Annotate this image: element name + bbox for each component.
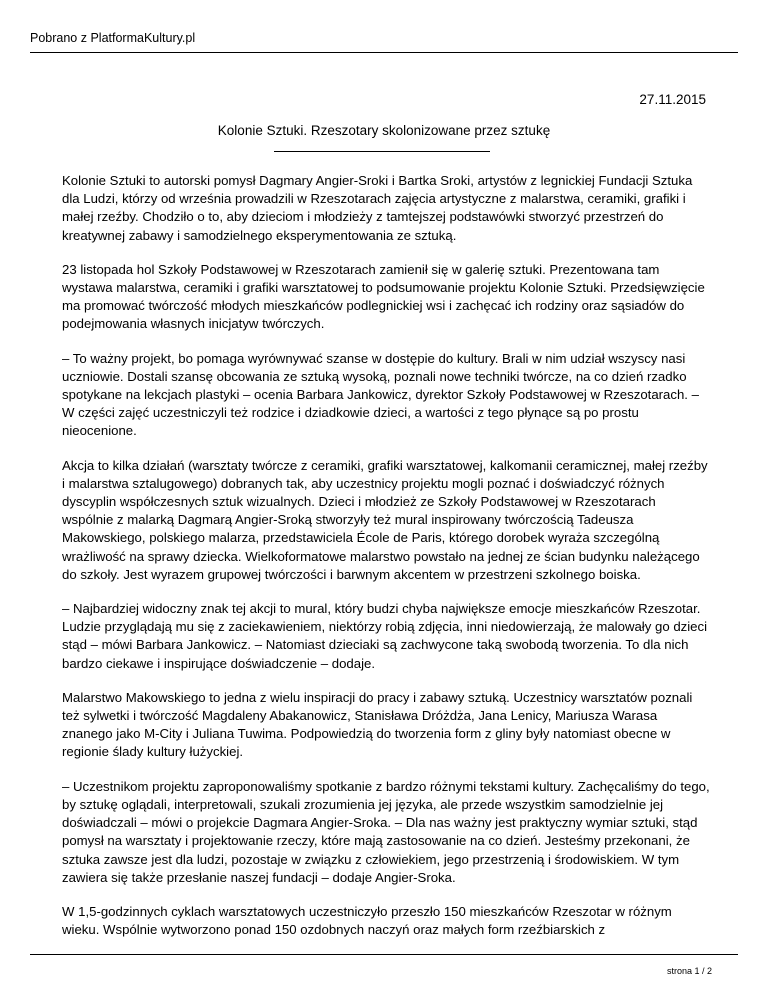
article-body <box>62 172 710 955</box>
article-paragraph: – Uczestnikom projektu zaproponowaliśmy spotkanie z bardzo różnymi tekstami kultury. Zachęcaliśmy do tego, by sztukę oglądali, interpretowali, szukali zrozumienia jej języka, ale przede wszystkim samodzielnie jej doświadczali – mówi o projekcie Dagmara Angier-Sroka. – Dla nas ważny jest praktyczny wymiar sztuki, stąd pomysł na warsztaty i projektowanie rzeczy, które mają zastosowanie na co dzień. Jesteśmy przekonani, że sztuka zawsze jest dla ludzi, pozostaje w związku z człowiekiem, jego przestrzenią i środowiskiem. W tym zawiera się także przesłanie naszej fundacji – dodaje Angier-Sroka. <box>62 778 710 885</box>
article-paragraph: Malarstwo Makowskiego to jedna z wielu inspiracji do pracy i zabawy sztuką. Uczestnicy warsztatów poznali też sylwetki i twórczość Magdaleny Abakanowicz, Stanisława Dróżdża, Jana Lenicy, Mariusza Warasa znanego jako M-City i Juliana Tuwima. Podpowiedzią do tworzenia form z gliny były natomiast obecne w regionie ślady kultury łużyckiej. <box>62 689 693 760</box>
article-paragraph: Akcja to kilka działań (warsztaty twórcze z ceramiki, grafiki warsztatowej, kalkomanii ceramicznej, małej rzeźby i malarstwa sztalugowego) dobranych tak, aby uczestnicy projektu mogli poznać i doświadczyć różnych dyscyplin współczesnych sztuk wizualnych. Dzieci i młodzież ze Szkoły Podstawowej w Rzeszotarach wspólnie z malarką Dagmarą Angier-Sroką stworzyły też mural inspirowany twórczością Tadeusza Makowskiego, polskiego malarza, przedstawiciela École de Paris, którego dorobek wyraża szczególną wrażliwość na sprawy dziecka. Wielkoformatowe malarstwo powstało na jednej ze ścian budynku należącego do szkoły. Jest wyrazem grupowej twórczości i barwnym akcentem w przestrzeni szkolnego boiska. <box>62 457 708 582</box>
article-paragraph: 23 listopada hol Szkoły Podstawowej w Rzeszotarach zamienił się w galerię sztuki. Prezentowana tam wystawa malarstwa, ceramiki i grafiki warsztatowej to podsumowanie projektu Kolonie Sztuki. Przedsięwzięcie ma promować twórczość młodych mieszkańców podlegnickiej wsi i zachęcać ich rodziny oraz sąsiadów do podejmowania własnych inicjatyw twórczych. <box>62 261 705 332</box>
article-paragraph: – Najbardziej widoczny znak tej akcji to mural, który budzi chyba największe emocje mieszkańców Rzeszotar. Ludzie przyglądają mu się z zaciekawieniem, niektórzy robią zdjęcia, inni niedowierzają, że malowały go dzieci stąd – mówi Barbara Jankowicz. – Natomiast dzieciaki są zachwycone taką swobodą tworzenia. To dla nich bardzo ciekawe i inspirujące doświadczenie – dodaje. <box>62 601 708 671</box>
article-paragraph: – To ważny projekt, bo pomaga wyrównywać szanse w dostępie do kultury. Brali w nim udział wszyscy nasi uczniowie. Dostali szansę obcowania ze sztuką wysoką, poznali nowe techniki twórcze, na co dzień rzadko spotykane na lekcjach plastyki – ocenia Barbara Jankowicz, dyrektor Szkoły Podstawowej w Rzeszotarach. – W części zajęć uczestniczyli też rodzice i dziadkowie dzieci, a wartości z tego płynące są po prostu nieocenione. <box>62 350 699 439</box>
article-title: Kolonie Sztuki. Rzeszotary skolonizowane przez sztukę <box>217 123 551 138</box>
article-paragraph: W 1,5-godzinnych cyklach warsztatowych uczestniczyło przeszło 150 mieszkańców Rzeszotar w różnym wieku. Wspólnie wytworzono ponad 150 ozdobnych naczyń oraz małych form rzeźbiarskich z <box>62 903 672 938</box>
title-underline <box>274 151 490 152</box>
footer-divider <box>30 954 738 955</box>
header-divider <box>30 52 738 53</box>
page-number: strona 1 / 2 <box>666 966 712 976</box>
article-paragraph: Kolonie Sztuki to autorski pomysł Dagmary Angier-Sroki i Bartka Sroki, artystów z legnickiej Fundacji Sztuka dla Ludzi, którzy od września prowadzili w Rzeszotarach zajęcia artystyczne z malarstwa, ceramiki, grafiki i małej rzeźby. Chodziło o to, aby dzieciom i młodzieży z tamtejszej podstawówki stworzyć przestrzeń do kreatywnej zabawy i samodzielnego eksperymentowania ze sztuką. <box>62 173 693 243</box>
article-date: 27.11.2015 <box>639 92 706 107</box>
source-header: Pobrano z PlatformaKultury.pl <box>30 31 196 45</box>
